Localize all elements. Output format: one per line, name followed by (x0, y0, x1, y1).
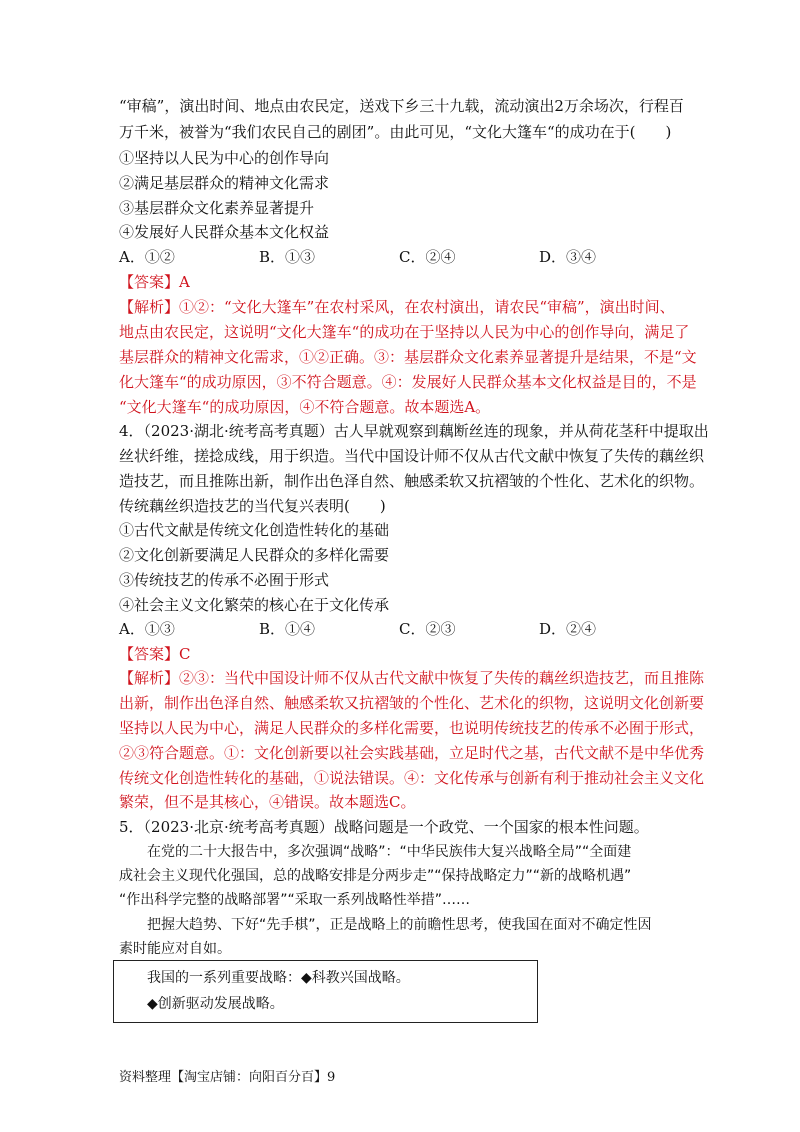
intro-line-2: 万千米，被誉为“我们农民自己的剧团”。由此可见，“文化大篷车“的成功在于( ) (119, 123, 672, 141)
strategy-box-line: ◆创新驱动发展战略。 (147, 996, 284, 1012)
q3-analysis-line: 【解析】①②：“文化大篷车”在农村采风，在农村演出，请农民“审稿”，演出时间、 (119, 298, 675, 316)
q4-option-b: B．①④ (259, 620, 316, 638)
q4-analysis-line: ②③符合题意。①：文化创新要以社会实践基础，立足时代之基，古代文献不是中华优秀 (119, 744, 705, 762)
q3-item-3: ③基层群众文化素养显著提升 (119, 199, 315, 217)
intro-line-1: “审稿”，演出时间、地点由农民定，送戏下乡三十九载，流动演出2万余场次，行程百 (119, 97, 684, 115)
q4-analysis-line: 坚持以人民为中心，满足人民群众的多样化需要，也说明传统技艺的传承不必囿于形式， (119, 719, 705, 737)
strategy-box (113, 960, 538, 1023)
strategy-box-line: 我国的一系列重要战略：◆科教兴国战略。 (147, 970, 410, 986)
q4-analysis-line: 出新，制作出色泽自然、触感柔软又抗褶皱的个性化、艺术化的织物，这说明文化创新要 (119, 694, 705, 712)
q3-analysis-line: “文化大篷车“的成功原因，④不符合题意。故本题选A。 (119, 398, 491, 416)
q4-analysis-line: 传统文化创造性转化的基础，①说法错误。④：文化传承与创新有利于推动社会主义文化 (119, 769, 705, 787)
q4-option-c: C．②③ (399, 620, 456, 638)
q4-option-a: A．①③ (119, 620, 175, 638)
q5-paragraph-line: 成社会主义现代化强国，总的战略安排是分两步走”“保持战略定力”“新的战略机遇” (119, 868, 632, 884)
q5-paragraph-line: 素时能应对自如。 (119, 941, 231, 957)
q3-item-2: ②满足基层群众的精神文化需求 (119, 174, 330, 192)
q5-paragraph-line: “作出科学完整的战略部署”“采取一系列战略性举措”…… (119, 892, 471, 908)
q3-item-4: ④发展好人民群众基本文化权益 (119, 223, 330, 241)
q4-stem-line: 造技艺，而且推陈出新，制作出色泽自然、触感柔软又抗褶皱的个性化、艺术化的织物。 (119, 472, 705, 490)
q5-paragraph-line: 把握大趋势、下好“先手棋”，正是战略上的前瞻性思考，使我国在面对不确定性因 (119, 917, 652, 933)
q4-stem-line: 4．（2023·湖北·统考高考真题）古人早就观察到藕断丝连的现象，并从荷花茎秆中提取出 (119, 422, 709, 440)
q4-answer: 【答案】C (119, 645, 191, 663)
q3-analysis-line: 地点由农民定，这说明“文化大篷车“的成功在于坚持以人民为中心的创作导向，满足了 (119, 323, 690, 341)
q3-answer: 【答案】A (119, 273, 190, 291)
q3-option-b: B．①③ (259, 248, 316, 266)
q4-item-4: ④社会主义文化繁荣的核心在于文化传承 (119, 596, 390, 614)
q4-item-2: ②文化创新要满足人民群众的多样化需要 (119, 546, 390, 564)
q3-analysis-line: 化大篷车“的成功原因，③不符合题意。④：发展好人民群众基本文化权益是目的，不是 (119, 373, 697, 391)
q4-item-1: ①古代文献是传统文化创造性转化的基础 (119, 521, 390, 539)
q5-paragraph-line: 在党的二十大报告中，多次强调“战略”：“中华民族伟大复兴战略全局”“全面建 (119, 844, 632, 860)
q3-option-c: C．②④ (399, 248, 456, 266)
q4-option-d: D．②④ (539, 620, 597, 638)
page-footer: 资料整理【淘宝店铺：向阳百分百】9 (119, 1070, 336, 1085)
q3-option-d: D．③④ (539, 248, 597, 266)
q3-analysis-line: 基层群众的精神文化需求，①②正确。③：基层群众文化素养显著提升是结果，不是“文 (119, 348, 697, 366)
q4-analysis-line: 【解析】②③：当代中国设计师不仅从古代文献中恢复了失传的藕丝织造技艺，而且推陈 (119, 669, 705, 687)
q4-analysis-line: 繁荣，但不是其核心，④错误。故本题选C。 (119, 793, 416, 811)
q4-stem-line: 丝状纤维，搓捻成线，用于织造。当代中国设计师不仅从古代文献中恢复了失传的藕丝织 (119, 447, 705, 465)
q4-item-3: ③传统技艺的传承不必囿于形式 (119, 571, 330, 589)
q4-stem-line: 传统藕丝织造技艺的当代复兴表明( ) (119, 497, 386, 515)
q3-item-1: ①坚持以人民为中心的创作导向 (119, 149, 330, 167)
q3-option-a: A．①② (119, 248, 175, 266)
q5-stem: 5．（2023·北京·统考高考真题）战略问题是一个政党、一个国家的根本性问题。 (119, 818, 649, 836)
